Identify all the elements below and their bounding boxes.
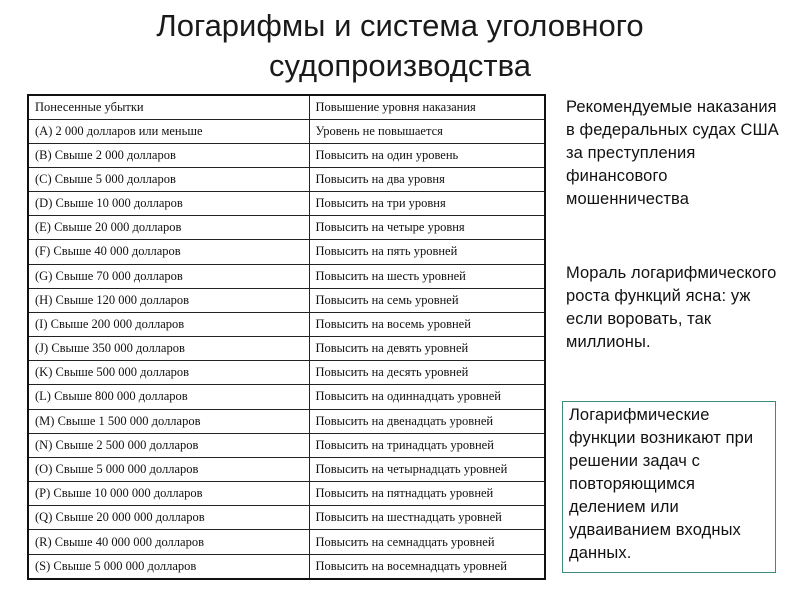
- cell-level-increase: Повысить на один уровень: [309, 143, 545, 167]
- table-row: [28, 288, 545, 312]
- cell-level-increase: Повысить на три уровня: [309, 192, 545, 216]
- table-row: [28, 433, 545, 457]
- cell-level-increase: Повысить на семь уровней: [309, 288, 545, 312]
- table-row: [28, 409, 545, 433]
- cell-losses: (M) Свыше 1 500 000 долларов: [28, 409, 309, 433]
- table-row: [28, 167, 545, 191]
- cell-level-increase: Повысить на четырнадцать уровней: [309, 457, 545, 481]
- sentencing-table-container: [27, 94, 544, 580]
- note-moral: Мораль логарифмического роста функций ясна: уж если воровать, так миллионы.: [566, 264, 777, 351]
- cell-level-increase: Повысить на восемь уровней: [309, 312, 545, 336]
- cell-losses: (A) 2 000 долларов или меньше: [28, 119, 309, 143]
- header-level-increase: Повышение уровня наказания: [309, 95, 545, 119]
- cell-losses: (H) Свыше 120 000 долларов: [28, 288, 309, 312]
- cell-level-increase: Повысить на пять уровней: [309, 240, 545, 264]
- header-losses: Понесенные убытки: [28, 95, 309, 119]
- cell-losses: (K) Свыше 500 000 долларов: [28, 361, 309, 385]
- cell-level-increase: Повысить на пятнадцать уровней: [309, 482, 545, 506]
- cell-level-increase: Повысить на четыре уровня: [309, 216, 545, 240]
- table-row: [28, 240, 545, 264]
- table-row: [28, 119, 545, 143]
- table-body: [28, 119, 545, 579]
- cell-losses: (N) Свыше 2 500 000 долларов: [28, 433, 309, 457]
- table-row: [28, 385, 545, 409]
- sentencing-table: [27, 94, 546, 580]
- table-row: [28, 337, 545, 361]
- cell-level-increase: Повысить на два уровня: [309, 167, 545, 191]
- table-row: [28, 506, 545, 530]
- table-row: [28, 143, 545, 167]
- table-row: [28, 264, 545, 288]
- table-row: [28, 361, 545, 385]
- table-row: [28, 457, 545, 481]
- cell-losses: (R) Свыше 40 000 000 долларов: [28, 530, 309, 554]
- cell-level-increase: Повысить на девять уровней: [309, 337, 545, 361]
- cell-losses: (L) Свыше 800 000 долларов: [28, 385, 309, 409]
- note-logarithmic-functions-box: Логарифмические функции возникают при решении задач с повторяющимся делением или удваиванием входных данных.: [562, 401, 776, 573]
- cell-level-increase: Повысить на восемнадцать уровней: [309, 554, 545, 579]
- cell-level-increase: Повысить на десять уровней: [309, 361, 545, 385]
- slide-title-line1: Логарифмы и система уголовного: [156, 8, 644, 43]
- table-row: [28, 312, 545, 336]
- cell-losses: (J) Свыше 350 000 долларов: [28, 337, 309, 361]
- cell-level-increase: Повысить на шесть уровней: [309, 264, 545, 288]
- cell-losses: (S) Свыше 5 000 000 долларов: [28, 554, 309, 579]
- cell-losses: (D) Свыше 10 000 долларов: [28, 192, 309, 216]
- cell-losses: (B) Свыше 2 000 долларов: [28, 143, 309, 167]
- slide-title-line2: судопроизводства: [269, 48, 531, 83]
- cell-losses: (C) Свыше 5 000 долларов: [28, 167, 309, 191]
- cell-losses: (F) Свыше 40 000 долларов: [28, 240, 309, 264]
- cell-level-increase: Повысить на шестнадцать уровней: [309, 506, 545, 530]
- table-row: [28, 554, 545, 579]
- slide-title: [0, 6, 800, 86]
- cell-losses: (G) Свыше 70 000 долларов: [28, 264, 309, 288]
- table-row: [28, 530, 545, 554]
- table-row: [28, 482, 545, 506]
- table-header-row: [28, 95, 545, 119]
- cell-level-increase: Повысить на одиннадцать уровней: [309, 385, 545, 409]
- cell-losses: (Q) Свыше 20 000 000 долларов: [28, 506, 309, 530]
- cell-level-increase: Повысить на двенадцать уровней: [309, 409, 545, 433]
- note-recommended-penalties: Рекомендуемые наказания в федеральных судах США за преступления финансового мошенничества: [566, 98, 779, 208]
- cell-level-increase: Повысить на тринадцать уровней: [309, 433, 545, 457]
- cell-losses: (I) Свыше 200 000 долларов: [28, 312, 309, 336]
- cell-level-increase: Уровень не повышается: [309, 119, 545, 143]
- cell-losses: (P) Свыше 10 000 000 долларов: [28, 482, 309, 506]
- cell-losses: (O) Свыше 5 000 000 долларов: [28, 457, 309, 481]
- cell-level-increase: Повысить на семнадцать уровней: [309, 530, 545, 554]
- table-row: [28, 216, 545, 240]
- cell-losses: (E) Свыше 20 000 долларов: [28, 216, 309, 240]
- table-row: [28, 192, 545, 216]
